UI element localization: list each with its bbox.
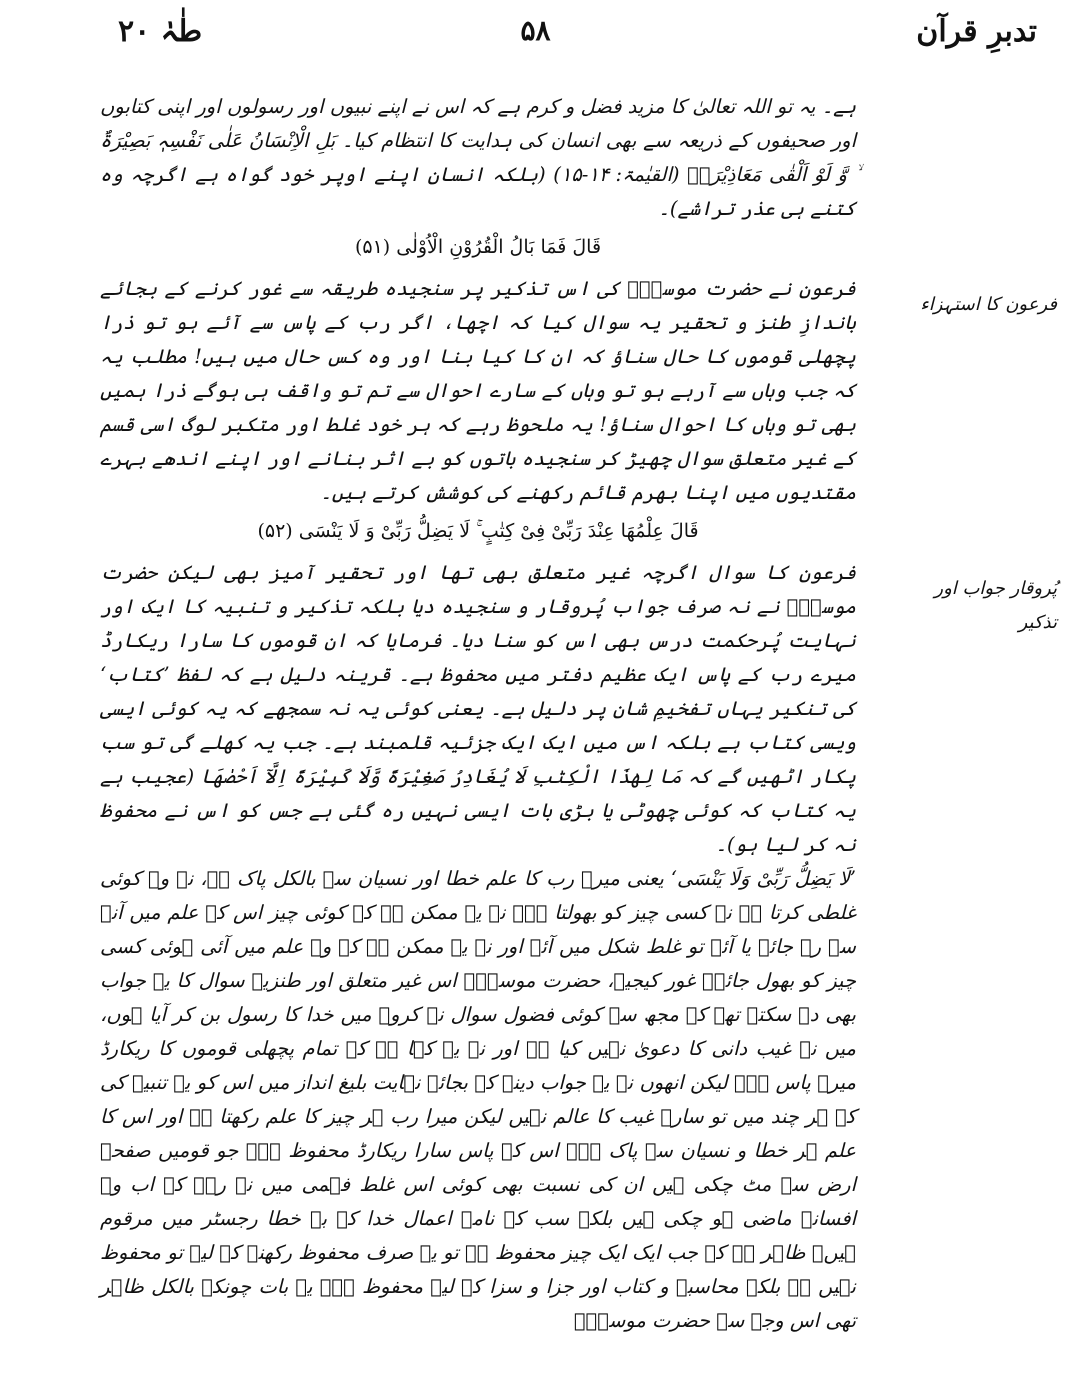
surah-reference: طٰہٰ ۲۰ [118,14,203,49]
ayah-51: قَالَ فَمَا بَالُ الْقُرُوْنِ الْاُوْلٰی (۵۱) [354,236,602,258]
ayah-52: قَالَ عِلْمُهَا عِنْدَ رَبِّیْ فِیْ كِتٰبٍ ۚ لَا یَضِلُّ رَبِّیْ وَ لَا یَنْسَی (۵۲) [257,520,699,542]
page-number: ۵۸ [520,14,551,47]
paragraph-1: ہے۔ یہ تو اللہ تعالیٰ کا مزید فضل و کرم ہے کہ اس نے اپنے نبیوں اور رسولوں اور اپنی کتابوں اور صحیفوں کے ذریعہ سے بھی انسان کی ہدایت کا انتظام کیا۔ بَلِ الْاِنْسَانُ عَلٰی نَفْسِہٖ بَصِیْرَۃٌ ۙ وَّ لَوْ اَلْقٰی مَعَاذِیْرَہٗ (القیٰمۃ: ۱۴-۱۵) (بلکہ انسان اپنے اوپر خود گواہ ہے اگرچہ وہ کتنے ہی عذر تراشے)۔ [100,95,856,220]
margin-note-jawab: پُروقار جواب اور تذکیر [934,578,1057,633]
paragraph-3: فرعون کا سوال اگرچہ غیر متعلق بھی تھا اور تحقیر آمیز بھی لیکن حضرت موسیٰؑ نے نہ صرف جواب پُروقار و سنجیدہ دیا بلکہ تذکیر و تنبیہ کا ایک اور نہایت پُرحکمت درس بھی اس کو سنا دیا۔ فرمایا کہ ان قوموں کا سارا ریکارڈ میرے رب کے پاس ایک عظیم دفتر میں محفوظ ہے۔ قرینہ دلیل ہے کہ لفظ ’کتاب‘ کی تنکیر یہاں تفخیمِ شان پر دلیل ہے۔ یعنی کوئی یہ نہ سمجھے کہ یہ کوئی ایسی ویسی کتاب ہے بلکہ اس میں ایک ایک جزئیہ قلمبند ہے۔ جب یہ کھلے گی تو سب پکار اٹھیں گے کہ مَا لِھٰذَا الْکِتٰبِ لَا یُغَادِرُ صَغِیْرَۃً وَّلَا کَبِیْرَۃً اِلَّآ اَحْصٰھَا (عجیب ہے یہ کتاب کہ کوئی چھوٹی یا بڑی بات ایسی نہیں رہ گئی ہے جس کو اس نے محفوظ نہ کر لیا ہو)۔ [100,561,856,856]
paragraph-2: فرعون نے حضرت موسیٰؑ کی اس تذکیر پر سنجیدہ طریقہ سے غور کرنے کے بجائے باندازِ طنز و تحقیر یہ سوال کیا کہ اچھا، اگر رب کے پاس سے آئے ہو تو ذرا پچھلی قوموں کا حال سناؤ کہ ان کا کیا بنا اور وہ کس حال میں ہیں! مطلب یہ کہ جب وہاں سے آرہے ہو تو وہاں کے سارے احوال سے تم تو واقف ہی ہوگے ذرا ہمیں بھی تو وہاں کا احوال سناؤ! یہ ملحوظ رہے کہ ہر خود غلط اور متکبر لوگ اسی قسم کے غیر متعلق سوال چھیڑ کر سنجیدہ باتوں کو بے اثر بنانے اور اپنے اندھے بہرے مقتدیوں میں اپنا بھرم قائم رکھنے کی کوشش کرتے ہیں۔ [100,277,856,504]
paragraph-4: ’لَا یَضِلُّ رَبِّیْ وَلَا یَنْسَی‘ یعنی میرے رب کا علم خطا اور نسیان سے بالکل پاک ہے، نہ وہ کوئی غلطی کرتا ہے نہ کسی چیز کو بھولتا ہے۔ نہ یہ ممکن ہے کہ کوئی چیز اس کے علم میں آنے سے رہ جائے یا آئے تو غلط شکل میں آئے اور نہ یہ ممکن ہے کہ وہ علم میں آئی ہوئی کسی چیز کو بھول جائے۔ غور کیجیے، حضرت موسیٰؑ اس غیر متعلق اور طنزیہ سوال کا یہ جواب بھی دے سکتے تھے کہ مجھ سے کوئی فضول سوال نہ کرو۔ میں خدا کا رسول بن کر آیا ہوں، میں نے غیب دانی کا دعویٰ نہیں کیا ہے اور نہ یہ کہا ہے کہ تمام پچھلی قوموں کا ریکارڈ میرے پاس ہے۔ لیکن انھوں نے یہ جواب دینے کے بجائے نہایت بلیغ انداز میں اس کو یہ تنبیہ کی کہ ہر چند میں تو سارے غیب کا عالم نہیں لیکن میرا رب ہر چیز کا علم رکھتا ہے اور اس کا علم ہر خطا و نسیان سے پاک ہے۔ اس کے پاس سارا ریکارڈ محفوظ ہے۔ جو قومیں صفحۂ ارض سے مٹ چکی ہیں ان کی نسبت بھی کوئی اس غلط فہمی میں نہ رہے کہ اب وہ افسانۂ ماضی ہو چکی ہیں بلکہ سب کے نامۂ اعمال خدا کے بے خطا رجسٹر میں مرقوم ہیں۔ ظاہر ہے کہ جب ایک ایک چیز محفوظ ہے تو یہ صرف محفوظ رکھنے کے لیے تو محفوظ نہیں ہے بلکہ محاسبہ و کتاب اور جزا و سزا کے لیے محفوظ ہے۔ یہ بات چونکہ بالکل ظاہر تھی اس وجہ سے حضرت موسیٰؑ [100,867,856,1332]
main-text [100,90,856,1338]
book-title: تدبرِ قرآن [916,14,1037,49]
margin-note-istihza: فرعون کا استہزاء [920,294,1057,315]
